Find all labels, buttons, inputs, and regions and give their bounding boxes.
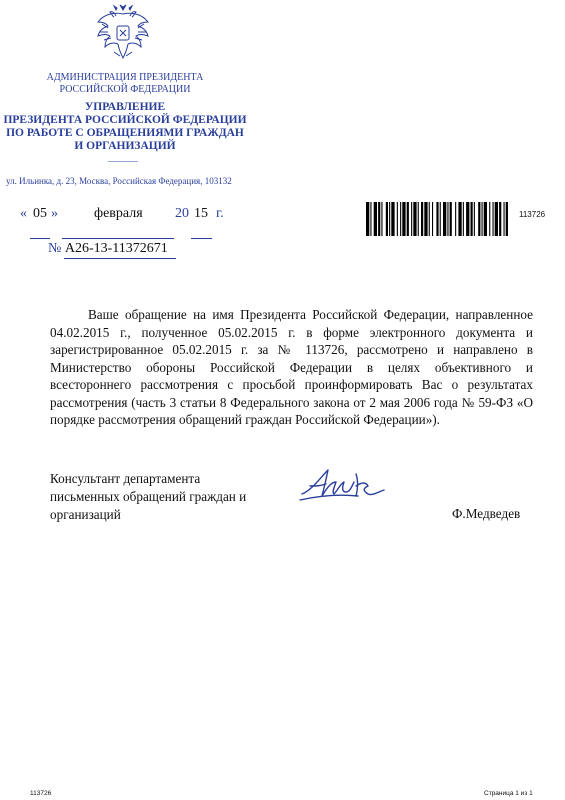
footer-document-id: 113726: [30, 790, 52, 797]
date-open-quote: «: [20, 206, 27, 221]
date-year-suffix: 15: [194, 206, 208, 221]
barcode-bar: [424, 202, 427, 236]
address-line: ул. Ильинка, д. 23, Москва, Российская Федерация, 103132: [6, 176, 232, 186]
dept-line-4: И ОРГАНИЗАЦИЙ: [74, 140, 176, 152]
barcode-bar: [374, 202, 377, 236]
barcode-bar: [370, 202, 371, 236]
barcode-number: 113726: [519, 210, 546, 219]
barcode-bar: [482, 202, 483, 236]
signatory-title-line-3: организаций: [50, 507, 121, 522]
barcode-bar: [450, 202, 452, 236]
department-header: [0, 101, 250, 153]
signatory-name: Ф.Медведев: [452, 506, 521, 521]
barcode-bar: [381, 202, 382, 236]
dept-line-1: УПРАВЛЕНИЕ: [84, 101, 166, 113]
reference-number-row: [48, 241, 168, 257]
barcode-bar: [443, 202, 446, 236]
barcode-bar: [436, 202, 438, 236]
barcode-bar: [386, 202, 388, 236]
date-year-underline: [191, 221, 212, 239]
reference-number: А26-13-11372671: [64, 241, 168, 256]
header-divider: [108, 161, 138, 162]
barcode-bar: [418, 202, 419, 236]
date-day-underline: [30, 221, 50, 239]
barcode-bar: [478, 202, 480, 236]
date-day: 05: [33, 206, 47, 221]
admin-line-2: РОССИЙСКОЙ ФЕДЕРАЦИИ: [59, 84, 191, 95]
barcode-bar: [504, 202, 505, 236]
barcode-bar: [447, 202, 448, 236]
barcode-bar: [466, 202, 469, 236]
admin-line-1: АДМИНИСТРАЦИЯ ПРЕЗИДЕНТА: [46, 72, 204, 83]
barcode-bar: [458, 202, 461, 236]
barcode-bar: [506, 202, 508, 236]
administration-header: [0, 72, 250, 96]
date-month-underline: [62, 221, 174, 239]
barcode-bar: [413, 202, 416, 236]
date-year-prefix: 20: [175, 206, 189, 221]
barcode-bar: [421, 202, 423, 236]
barcode-bar: [400, 202, 401, 236]
barcode-bar: [495, 202, 498, 236]
barcode-bar: [493, 202, 494, 236]
barcode-bar: [440, 202, 441, 236]
barcode-bar: [489, 202, 490, 236]
barcode-bar: [484, 202, 487, 236]
barcode-bar: [378, 202, 380, 236]
barcode-bar: [411, 202, 412, 236]
barcode-bar: [397, 202, 398, 236]
barcode-bar: [391, 202, 394, 236]
barcode-bar: [474, 202, 475, 236]
letter-body: Ваше обращение на имя Президента Российской Федерации, направленное 04.02.2015 г., полученное 05.02.2015 г. в форме электронного документа и зарегистрированное 05.02.2015 г. за № 113726, рассмотрено и направлено в Министерство обороны Российской Федерации в целях объективного и всестороннего рассмотрения с просьбой проинформировать Вас о результатах рассмотрения (часть 3 статьи 8 Федерального закона от 2 мая 2006 года № 59-ФЗ «О порядке рассмотрения обращений граждан Российской Федерации»).: [50, 307, 533, 427]
dept-line-3: ПО РАБОТЕ С ОБРАЩЕНИЯМИ ГРАЖДАН: [6, 127, 244, 139]
date-close-quote: »: [51, 206, 58, 221]
barcode-bar: [402, 202, 405, 236]
handwritten-signature: [298, 464, 408, 512]
barcode-bar: [389, 202, 390, 236]
barcode-bar: [366, 202, 369, 236]
signatory-title-line-2: письменных обращений граждан и: [50, 489, 247, 504]
signatory-title-line-1: Консультант департамента: [50, 471, 201, 486]
barcode-bar: [407, 202, 409, 236]
signatory-title: [50, 470, 246, 524]
barcode-bar: [455, 202, 456, 236]
barcode-bar: [429, 202, 430, 236]
date-month: февраля: [94, 206, 143, 221]
coat-of-arms-emblem: [94, 2, 152, 62]
footer-page-indicator: Страница 1 из 1: [484, 790, 533, 797]
barcode: [366, 202, 508, 236]
barcode-bar: [471, 202, 473, 236]
barcode-bar: [432, 202, 433, 236]
reference-underline: [64, 258, 176, 259]
dept-line-2: ПРЕЗИДЕНТА РОССИЙСКОЙ ФЕДЕРАЦИИ: [3, 114, 247, 126]
barcode-bar: [463, 202, 464, 236]
date-year-mark: г.: [216, 206, 224, 221]
number-sign: №: [48, 241, 62, 256]
barcode-bar: [499, 202, 501, 236]
